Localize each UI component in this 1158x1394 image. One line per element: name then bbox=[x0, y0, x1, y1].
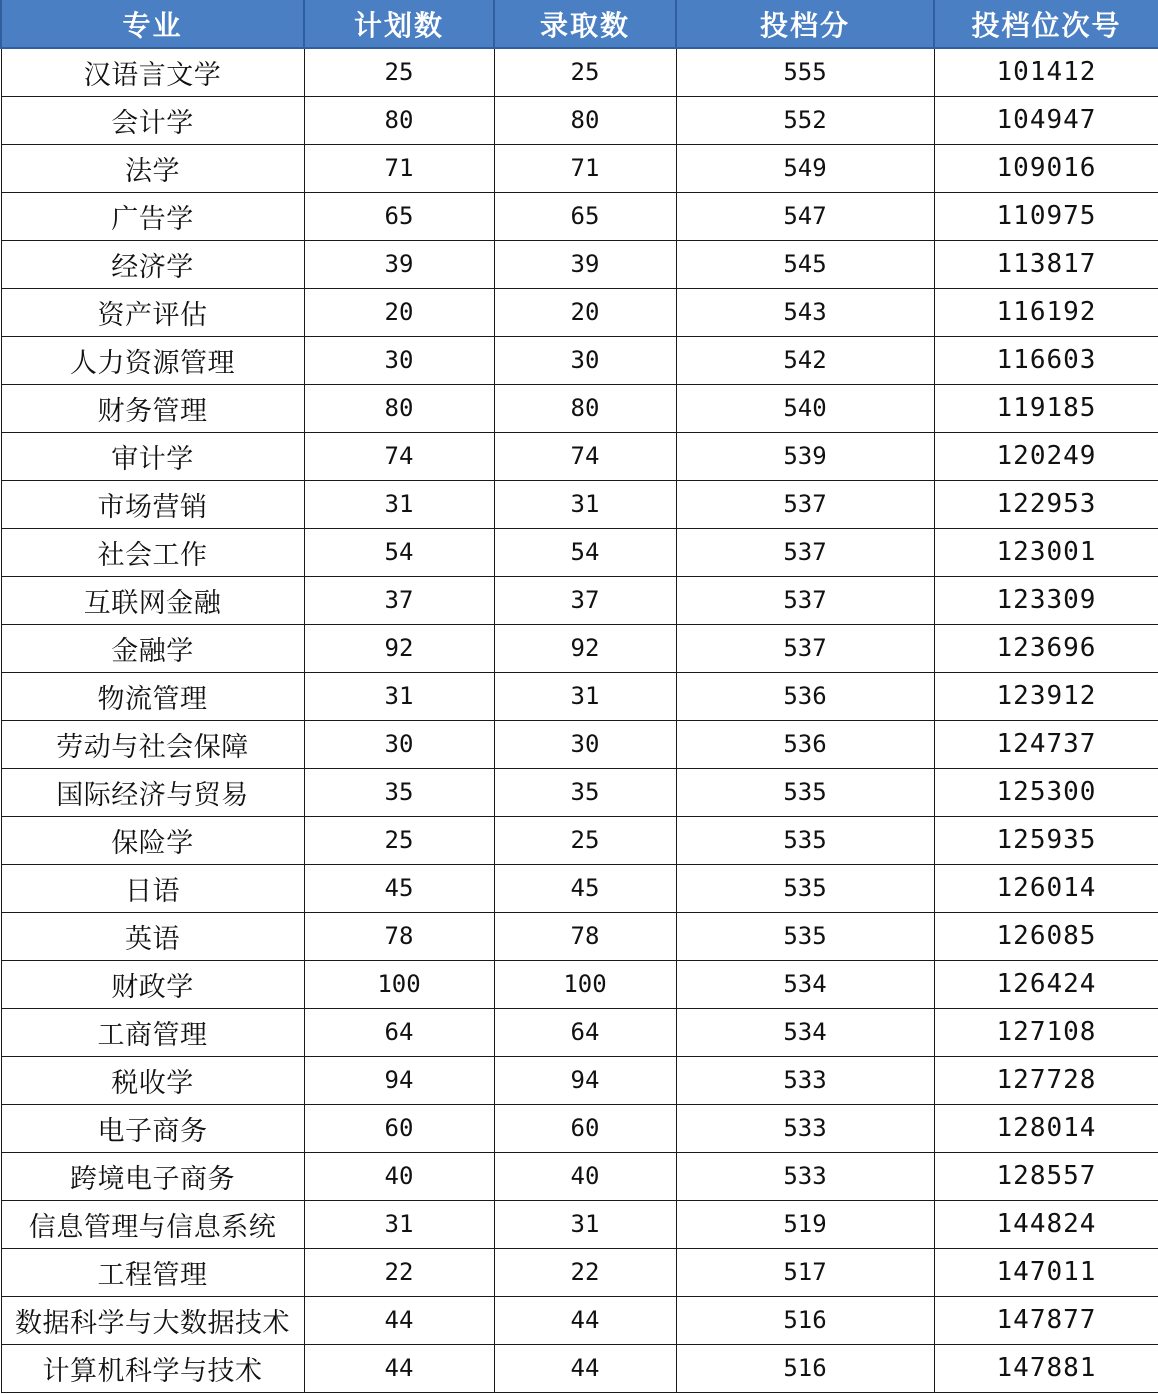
cell-plan: 45 bbox=[304, 864, 494, 912]
table-row bbox=[1, 288, 1158, 336]
cell-score: 543 bbox=[676, 288, 934, 336]
cell-rank: 123001 bbox=[934, 528, 1158, 576]
cell-major: 英语 bbox=[1, 912, 304, 960]
cell-rank: 147881 bbox=[934, 1344, 1158, 1392]
cell-admitted: 35 bbox=[494, 768, 676, 816]
cell-major: 计算机科学与技术 bbox=[1, 1344, 304, 1392]
cell-plan: 80 bbox=[304, 384, 494, 432]
table-row bbox=[1, 240, 1158, 288]
cell-score: 533 bbox=[676, 1104, 934, 1152]
cell-rank: 122953 bbox=[934, 480, 1158, 528]
table-row bbox=[1, 624, 1158, 672]
table-row bbox=[1, 48, 1158, 96]
cell-rank: 147877 bbox=[934, 1296, 1158, 1344]
cell-major: 日语 bbox=[1, 864, 304, 912]
cell-major: 劳动与社会保障 bbox=[1, 720, 304, 768]
cell-score: 537 bbox=[676, 576, 934, 624]
cell-plan: 74 bbox=[304, 432, 494, 480]
table-row bbox=[1, 1200, 1158, 1248]
table-row bbox=[1, 96, 1158, 144]
cell-admitted: 25 bbox=[494, 48, 676, 96]
cell-score: 536 bbox=[676, 672, 934, 720]
cell-admitted: 25 bbox=[494, 816, 676, 864]
table-row bbox=[1, 864, 1158, 912]
table-row bbox=[1, 960, 1158, 1008]
cell-admitted: 45 bbox=[494, 864, 676, 912]
table-row bbox=[1, 432, 1158, 480]
table-row bbox=[1, 912, 1158, 960]
cell-admitted: 31 bbox=[494, 480, 676, 528]
cell-score: 519 bbox=[676, 1200, 934, 1248]
cell-score: 516 bbox=[676, 1296, 934, 1344]
cell-plan: 100 bbox=[304, 960, 494, 1008]
cell-plan: 80 bbox=[304, 96, 494, 144]
cell-admitted: 80 bbox=[494, 96, 676, 144]
cell-major: 金融学 bbox=[1, 624, 304, 672]
table-row bbox=[1, 528, 1158, 576]
cell-score: 547 bbox=[676, 192, 934, 240]
cell-admitted: 78 bbox=[494, 912, 676, 960]
cell-major: 法学 bbox=[1, 144, 304, 192]
cell-rank: 128014 bbox=[934, 1104, 1158, 1152]
cell-score: 537 bbox=[676, 528, 934, 576]
cell-major: 资产评估 bbox=[1, 288, 304, 336]
cell-major: 经济学 bbox=[1, 240, 304, 288]
table-row bbox=[1, 1152, 1158, 1200]
table-body bbox=[1, 48, 1158, 1392]
cell-admitted: 44 bbox=[494, 1296, 676, 1344]
cell-major: 国际经济与贸易 bbox=[1, 768, 304, 816]
header-major: 专业 bbox=[1, 0, 304, 48]
cell-admitted: 37 bbox=[494, 576, 676, 624]
table-row bbox=[1, 816, 1158, 864]
cell-plan: 65 bbox=[304, 192, 494, 240]
cell-admitted: 60 bbox=[494, 1104, 676, 1152]
cell-plan: 40 bbox=[304, 1152, 494, 1200]
cell-score: 537 bbox=[676, 480, 934, 528]
cell-score: 540 bbox=[676, 384, 934, 432]
cell-major: 数据科学与大数据技术 bbox=[1, 1296, 304, 1344]
cell-plan: 54 bbox=[304, 528, 494, 576]
cell-rank: 123912 bbox=[934, 672, 1158, 720]
cell-score: 516 bbox=[676, 1344, 934, 1392]
table-row bbox=[1, 672, 1158, 720]
header-score: 投档分 bbox=[676, 0, 934, 48]
cell-admitted: 40 bbox=[494, 1152, 676, 1200]
cell-admitted: 92 bbox=[494, 624, 676, 672]
table-row bbox=[1, 1056, 1158, 1104]
cell-major: 社会工作 bbox=[1, 528, 304, 576]
header-row bbox=[1, 0, 1158, 48]
cell-score: 555 bbox=[676, 48, 934, 96]
cell-plan: 44 bbox=[304, 1344, 494, 1392]
cell-plan: 37 bbox=[304, 576, 494, 624]
cell-major: 物流管理 bbox=[1, 672, 304, 720]
cell-major: 税收学 bbox=[1, 1056, 304, 1104]
cell-rank: 126014 bbox=[934, 864, 1158, 912]
cell-score: 535 bbox=[676, 768, 934, 816]
cell-plan: 31 bbox=[304, 1200, 494, 1248]
cell-plan: 60 bbox=[304, 1104, 494, 1152]
cell-rank: 116603 bbox=[934, 336, 1158, 384]
header-admitted: 录取数 bbox=[494, 0, 676, 48]
cell-rank: 123696 bbox=[934, 624, 1158, 672]
cell-plan: 44 bbox=[304, 1296, 494, 1344]
cell-plan: 64 bbox=[304, 1008, 494, 1056]
cell-rank: 120249 bbox=[934, 432, 1158, 480]
cell-major: 信息管理与信息系统 bbox=[1, 1200, 304, 1248]
table-row bbox=[1, 144, 1158, 192]
cell-admitted: 71 bbox=[494, 144, 676, 192]
cell-score: 534 bbox=[676, 960, 934, 1008]
table-row bbox=[1, 1008, 1158, 1056]
cell-major: 审计学 bbox=[1, 432, 304, 480]
cell-rank: 147011 bbox=[934, 1248, 1158, 1296]
cell-plan: 78 bbox=[304, 912, 494, 960]
cell-rank: 101412 bbox=[934, 48, 1158, 96]
cell-major: 互联网金融 bbox=[1, 576, 304, 624]
cell-score: 536 bbox=[676, 720, 934, 768]
cell-score: 535 bbox=[676, 912, 934, 960]
cell-major: 保险学 bbox=[1, 816, 304, 864]
cell-rank: 127108 bbox=[934, 1008, 1158, 1056]
cell-admitted: 30 bbox=[494, 336, 676, 384]
cell-major: 工程管理 bbox=[1, 1248, 304, 1296]
cell-rank: 125935 bbox=[934, 816, 1158, 864]
cell-score: 533 bbox=[676, 1152, 934, 1200]
cell-admitted: 64 bbox=[494, 1008, 676, 1056]
cell-score: 534 bbox=[676, 1008, 934, 1056]
table-header bbox=[1, 0, 1158, 48]
cell-admitted: 30 bbox=[494, 720, 676, 768]
cell-rank: 127728 bbox=[934, 1056, 1158, 1104]
cell-rank: 125300 bbox=[934, 768, 1158, 816]
cell-plan: 31 bbox=[304, 480, 494, 528]
cell-admitted: 94 bbox=[494, 1056, 676, 1104]
cell-rank: 110975 bbox=[934, 192, 1158, 240]
table-row bbox=[1, 384, 1158, 432]
cell-admitted: 54 bbox=[494, 528, 676, 576]
table-row bbox=[1, 480, 1158, 528]
cell-major: 汉语言文学 bbox=[1, 48, 304, 96]
cell-score: 517 bbox=[676, 1248, 934, 1296]
cell-major: 跨境电子商务 bbox=[1, 1152, 304, 1200]
cell-plan: 31 bbox=[304, 672, 494, 720]
cell-plan: 92 bbox=[304, 624, 494, 672]
cell-rank: 119185 bbox=[934, 384, 1158, 432]
cell-admitted: 74 bbox=[494, 432, 676, 480]
cell-plan: 30 bbox=[304, 720, 494, 768]
cell-score: 533 bbox=[676, 1056, 934, 1104]
cell-plan: 25 bbox=[304, 816, 494, 864]
cell-score: 552 bbox=[676, 96, 934, 144]
cell-rank: 116192 bbox=[934, 288, 1158, 336]
table-row bbox=[1, 336, 1158, 384]
cell-admitted: 31 bbox=[494, 672, 676, 720]
cell-score: 542 bbox=[676, 336, 934, 384]
cell-score: 535 bbox=[676, 816, 934, 864]
table-row bbox=[1, 1248, 1158, 1296]
table-row bbox=[1, 1296, 1158, 1344]
cell-plan: 71 bbox=[304, 144, 494, 192]
cell-plan: 30 bbox=[304, 336, 494, 384]
cell-score: 537 bbox=[676, 624, 934, 672]
cell-major: 广告学 bbox=[1, 192, 304, 240]
header-rank: 投档位次号 bbox=[934, 0, 1158, 48]
cell-plan: 20 bbox=[304, 288, 494, 336]
cell-admitted: 100 bbox=[494, 960, 676, 1008]
cell-rank: 144824 bbox=[934, 1200, 1158, 1248]
cell-plan: 35 bbox=[304, 768, 494, 816]
table-row bbox=[1, 192, 1158, 240]
cell-admitted: 65 bbox=[494, 192, 676, 240]
cell-rank: 126424 bbox=[934, 960, 1158, 1008]
cell-major: 工商管理 bbox=[1, 1008, 304, 1056]
table-row bbox=[1, 720, 1158, 768]
header-plan: 计划数 bbox=[304, 0, 494, 48]
cell-score: 539 bbox=[676, 432, 934, 480]
table-row bbox=[1, 576, 1158, 624]
cell-major: 会计学 bbox=[1, 96, 304, 144]
cell-major: 市场营销 bbox=[1, 480, 304, 528]
cell-plan: 39 bbox=[304, 240, 494, 288]
cell-rank: 126085 bbox=[934, 912, 1158, 960]
cell-score: 549 bbox=[676, 144, 934, 192]
cell-rank: 104947 bbox=[934, 96, 1158, 144]
cell-admitted: 31 bbox=[494, 1200, 676, 1248]
cell-rank: 123309 bbox=[934, 576, 1158, 624]
cell-major: 财务管理 bbox=[1, 384, 304, 432]
cell-plan: 94 bbox=[304, 1056, 494, 1104]
cell-rank: 109016 bbox=[934, 144, 1158, 192]
cell-admitted: 44 bbox=[494, 1344, 676, 1392]
table-row bbox=[1, 1344, 1158, 1392]
cell-rank: 128557 bbox=[934, 1152, 1158, 1200]
cell-plan: 25 bbox=[304, 48, 494, 96]
cell-major: 财政学 bbox=[1, 960, 304, 1008]
table-row bbox=[1, 1104, 1158, 1152]
cell-admitted: 80 bbox=[494, 384, 676, 432]
cell-admitted: 20 bbox=[494, 288, 676, 336]
table-row bbox=[1, 768, 1158, 816]
cell-score: 545 bbox=[676, 240, 934, 288]
cell-plan: 22 bbox=[304, 1248, 494, 1296]
cell-major: 电子商务 bbox=[1, 1104, 304, 1152]
cell-rank: 113817 bbox=[934, 240, 1158, 288]
cell-rank: 124737 bbox=[934, 720, 1158, 768]
cell-score: 535 bbox=[676, 864, 934, 912]
cell-major: 人力资源管理 bbox=[1, 336, 304, 384]
cell-admitted: 39 bbox=[494, 240, 676, 288]
cell-admitted: 22 bbox=[494, 1248, 676, 1296]
